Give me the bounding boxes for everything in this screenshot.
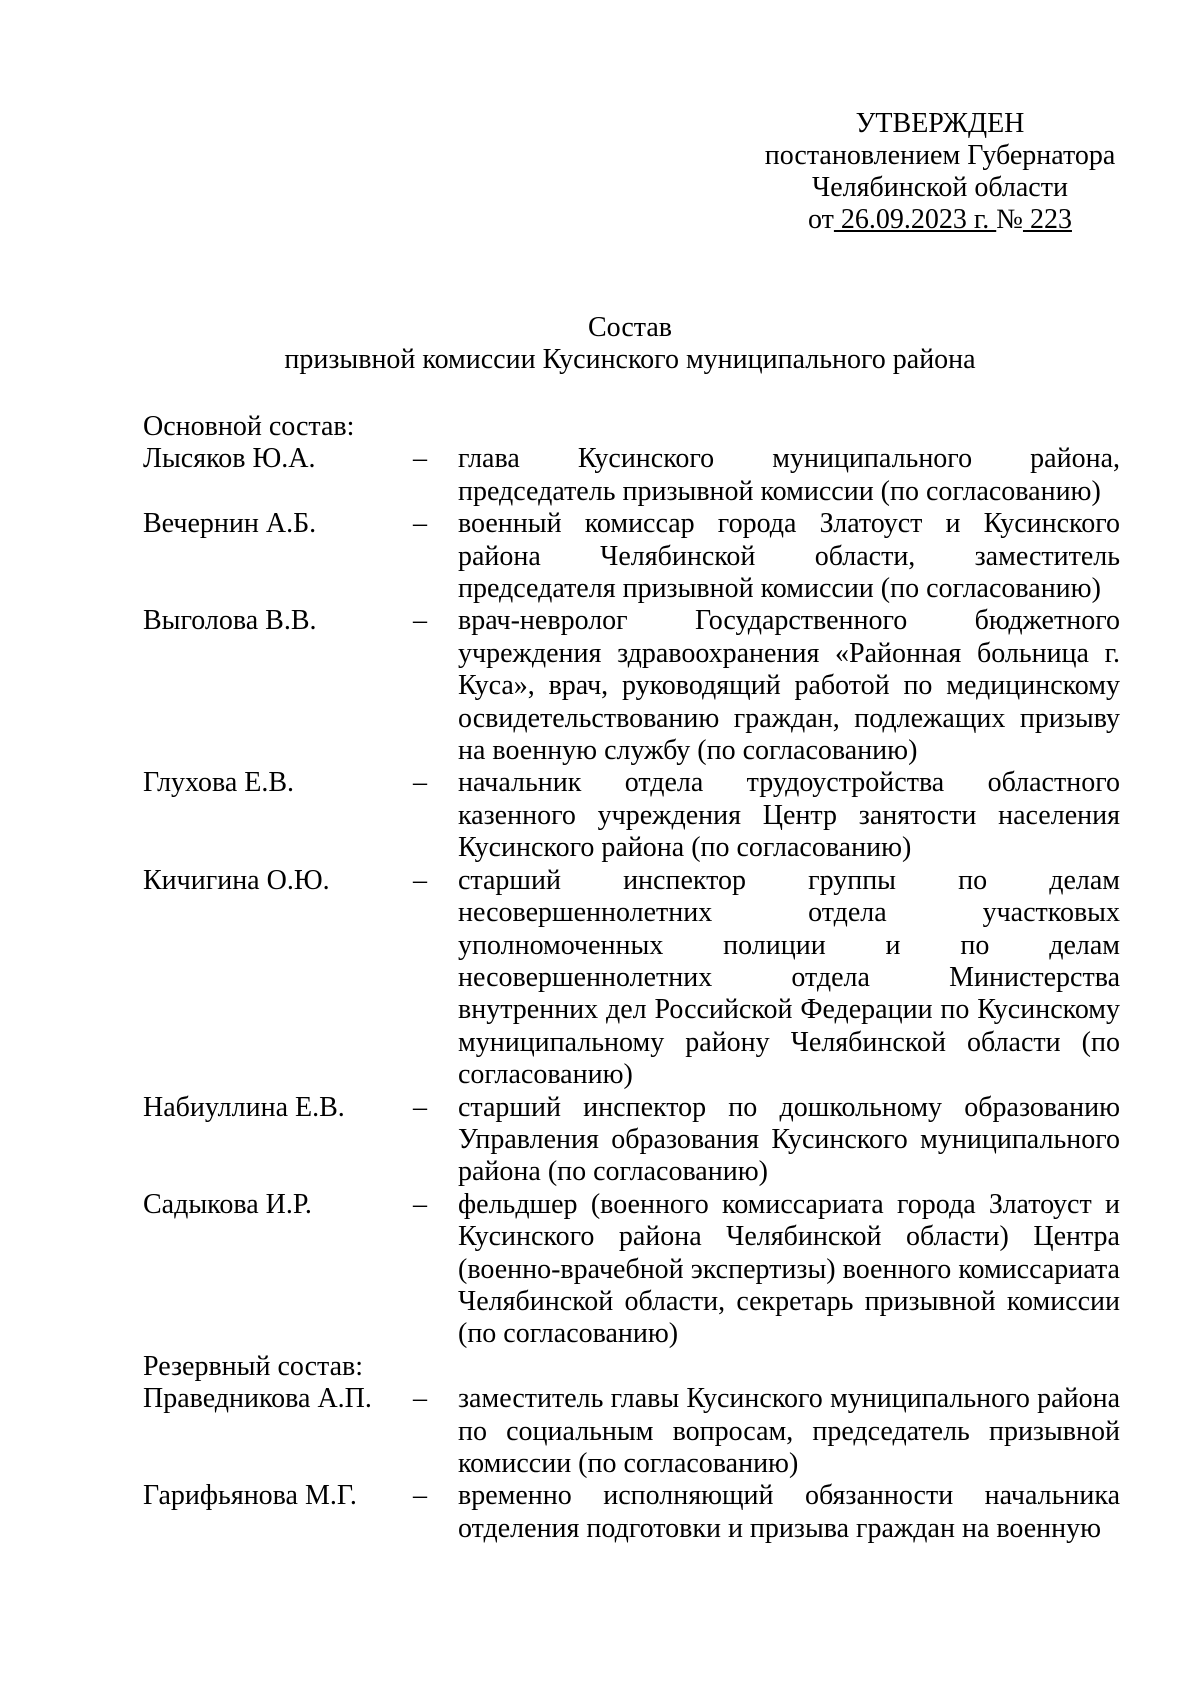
member-dash: –: [413, 605, 427, 637]
approval-number: 223: [1022, 204, 1072, 235]
member-name: Кичигина О.Ю.: [143, 864, 330, 896]
member-row: [143, 767, 1120, 864]
approval-stamp: [720, 108, 1160, 236]
member-name: Набиуллина Е.В.: [143, 1091, 345, 1123]
member-name: Садыкова И.Р.: [143, 1188, 312, 1220]
approval-date-prefix: от: [808, 204, 834, 235]
member-dash: –: [413, 508, 427, 540]
member-duty: начальник отдела трудоустройства областного казенного учреждения Центр занятости населения Кусинского района (по согласованию): [458, 767, 1120, 864]
title-line-1: Состав: [587, 312, 673, 343]
member-duty: заместитель главы Кусинского муниципального района по социальным вопросам, председатель призывной комиссии (по согласованию): [458, 1383, 1120, 1479]
member-dash: –: [413, 767, 427, 799]
member-dash: –: [413, 1091, 427, 1123]
member-duty: военный комиссар города Златоуст и Кусинского района Челябинской области, заместитель председателя призывной комиссии (по согласованию): [458, 508, 1120, 605]
member-name: Гарифьянова М.Г.: [143, 1480, 357, 1512]
approval-date-line: [720, 204, 1160, 236]
member-name: Вечернин А.Б.: [143, 508, 317, 540]
member-name: Праведникова А.П.: [143, 1383, 372, 1415]
member-row: [143, 605, 1120, 767]
member-duty: временно исполняющий обязанности начальника отделения подготовки и призыва граждан на военную: [458, 1480, 1120, 1544]
member-dash: –: [413, 1480, 427, 1512]
reserve-section-heading: Резервный состав:: [143, 1350, 364, 1382]
approval-authority: постановлением Губернатора: [764, 140, 1116, 171]
member-row: [143, 508, 1120, 605]
approval-number-label: №: [996, 204, 1023, 235]
commission-roster: [143, 411, 1120, 1545]
member-name: Лысяков Ю.А.: [143, 443, 316, 475]
member-duty: врач-невролог Государственного бюджетного учреждения здравоохранения «Районная больница г. Куса», врач, руководящий работой по медицинскому освидетельствованию граждан, подлежащих призыву на военную службу (по согласованию): [458, 605, 1120, 767]
member-name: Глухова Е.В.: [143, 767, 295, 799]
member-duty: глава Кусинского муниципального района, председатель призывной комиссии (по согласованию): [458, 443, 1120, 507]
document-title: [0, 312, 1200, 376]
member-duty: старший инспектор группы по делам несовершеннолетних отдела участковых уполномоченных полиции и по делам несовершеннолетних отдела Министерства внутренних дел Российской Федерации по Кусинскому муниципальному району Челябинской области (по согласованию): [458, 864, 1120, 1091]
approval-region: Челябинской области: [812, 172, 1068, 203]
member-dash: –: [413, 443, 427, 475]
approval-date: 26.09.2023 г.: [833, 204, 997, 235]
member-dash: –: [413, 1383, 427, 1415]
member-row: [143, 1189, 1120, 1351]
member-row: [143, 1383, 1120, 1480]
member-dash: –: [413, 864, 427, 896]
member-duty: фельдшер (военного комиссариата города Златоуст и Кусинского района Челябинской области) Центра (военно-врачебной экспертизы) военного комиссариата Челябинской области, секретарь призывной комиссии (по согласованию): [458, 1188, 1120, 1350]
member-row: [143, 1480, 1120, 1545]
member-row: [143, 443, 1120, 508]
member-name: Выголова В.В.: [143, 605, 317, 637]
approval-heading: УТВЕРЖДЕН: [855, 108, 1025, 139]
member-dash: –: [413, 1188, 427, 1220]
member-duty: старший инспектор по дошкольному образованию Управления образования Кусинского муниципального района (по согласованию): [458, 1091, 1120, 1188]
member-row: [143, 1092, 1120, 1189]
main-section-heading: Основной состав:: [143, 411, 355, 442]
member-row: [143, 865, 1120, 1092]
title-line-2: призывной комиссии Кусинского муниципального района: [284, 344, 976, 375]
